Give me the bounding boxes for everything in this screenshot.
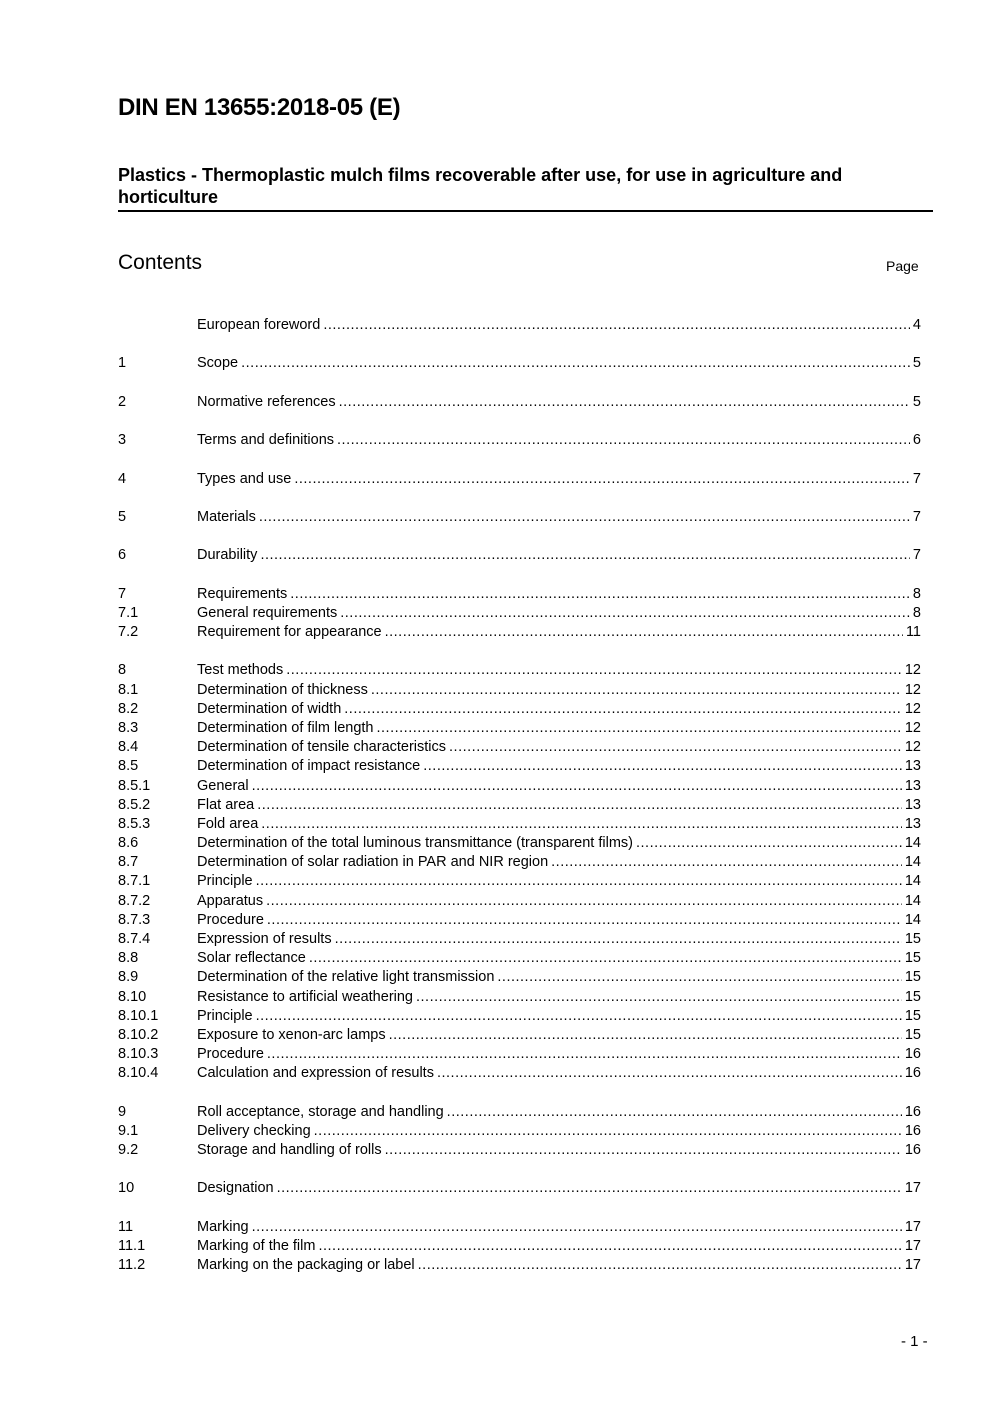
toc-entry-page: 12 xyxy=(904,700,921,717)
toc-entry-page: 6 xyxy=(912,432,921,449)
toc-dot-leader xyxy=(309,949,902,968)
toc-dot-leader xyxy=(267,1045,902,1064)
toc-entry-title: Durability xyxy=(197,547,258,564)
toc-dot-leader xyxy=(257,796,902,815)
toc-entry-number: 8.9 xyxy=(118,969,139,986)
toc-entry-page: 16 xyxy=(904,1065,921,1082)
toc-entry-page: 16 xyxy=(904,1046,921,1063)
toc-dot-leader xyxy=(389,1026,902,1045)
toc-entry-page: 13 xyxy=(904,777,921,794)
toc-entry-title: European foreword xyxy=(197,317,321,333)
toc-entry-number: 8.10.2 xyxy=(118,1026,159,1043)
toc-entry-page: 12 xyxy=(904,662,921,679)
toc-entry-title: Marking of the film xyxy=(197,1238,316,1254)
toc-entry-page: 8 xyxy=(912,585,921,602)
toc-dot-leader xyxy=(423,757,902,776)
toc-entry-number: 7.1 xyxy=(118,604,139,621)
toc-entry-title: Determination of thickness xyxy=(197,681,368,698)
toc-entry[interactable] xyxy=(118,738,921,757)
toc-entry-number: 8.5.1 xyxy=(118,777,151,794)
toc-entry-page: 13 xyxy=(904,815,921,832)
toc-dot-leader xyxy=(260,546,909,565)
toc-dot-leader xyxy=(437,1064,902,1083)
toc-entry-number: 8.1 xyxy=(118,681,139,698)
toc-entry-page: 14 xyxy=(904,854,921,871)
toc-dot-leader xyxy=(261,815,902,834)
toc-entry-title: Calculation and expression of results xyxy=(197,1065,434,1082)
toc-dot-leader xyxy=(497,968,901,987)
toc-entry[interactable] xyxy=(118,1045,921,1064)
toc-entry-page: 17 xyxy=(904,1257,921,1274)
toc-dot-leader xyxy=(335,930,902,949)
toc-entry-number: 2 xyxy=(118,393,127,410)
toc-entry-page: 5 xyxy=(912,355,921,372)
toc-dot-leader xyxy=(286,661,902,680)
toc-entry[interactable] xyxy=(118,681,921,700)
toc-dot-leader xyxy=(416,988,902,1007)
toc-entry-page: 14 xyxy=(904,873,921,890)
toc-entry-number: 9.2 xyxy=(118,1142,139,1159)
toc-entry-title: Determination of solar radiation in PAR and NIR region xyxy=(197,854,549,871)
toc-dot-leader xyxy=(344,700,902,719)
toc-entry-title: Normative references xyxy=(197,393,336,410)
toc-entry-page: 12 xyxy=(904,681,921,698)
toc-entry-page: 14 xyxy=(904,835,921,852)
toc-entry-page: 12 xyxy=(904,739,921,756)
toc-entry-title: Requirement for appearance xyxy=(197,624,382,640)
toc-entry-title: Materials xyxy=(197,508,256,525)
toc-entry-number: 8.6 xyxy=(118,835,139,852)
toc-entry-number xyxy=(118,316,197,335)
toc-entry[interactable] xyxy=(118,930,921,949)
toc-entry[interactable] xyxy=(118,1122,921,1141)
toc-dot-leader xyxy=(449,738,902,757)
toc-entry[interactable] xyxy=(118,623,921,642)
toc-entry-title: Marking xyxy=(197,1218,249,1235)
toc-entry-title: Solar reflectance xyxy=(197,950,306,967)
toc-entry-page: 13 xyxy=(904,758,921,775)
toc-entry[interactable] xyxy=(118,1007,921,1026)
toc-entry-number: 8.7.3 xyxy=(118,911,151,928)
toc-dot-leader xyxy=(323,316,910,335)
toc-entry[interactable] xyxy=(118,661,921,680)
toc-entry-title: Determination of the total luminous transmittance (transparent films) xyxy=(197,835,633,852)
toc-entry[interactable] xyxy=(118,796,921,815)
page-column-heading: Page xyxy=(886,258,919,274)
toc-entry[interactable] xyxy=(118,949,921,968)
toc-entry[interactable] xyxy=(118,1179,921,1198)
toc-entry-page: 13 xyxy=(904,796,921,813)
toc-entry-title: Requirements xyxy=(197,585,288,602)
toc-dot-leader xyxy=(371,681,902,700)
toc-entry-page: 7 xyxy=(912,547,921,564)
toc-entry-title: Procedure xyxy=(197,911,264,928)
toc-entry-page: 4 xyxy=(912,317,921,333)
toc-dot-leader xyxy=(385,623,903,642)
toc-dot-leader xyxy=(377,719,902,738)
toc-entry[interactable] xyxy=(118,719,921,738)
toc-entry-number: 8.10.3 xyxy=(118,1046,159,1063)
toc-entry-number: 1 xyxy=(118,355,127,372)
toc-entry-number: 3 xyxy=(118,432,127,449)
toc-entry-title: Test methods xyxy=(197,662,284,679)
toc-entry-number: 7 xyxy=(118,585,127,602)
toc-entry-title: Fold area xyxy=(197,815,259,832)
toc-dot-leader xyxy=(337,431,910,450)
toc-dot-leader xyxy=(314,1122,902,1141)
toc-entry-number: 8.10.4 xyxy=(118,1065,159,1082)
toc-entry-title: Scope xyxy=(197,355,239,372)
toc-dot-leader xyxy=(290,585,910,604)
toc-entry-page: 15 xyxy=(904,1007,921,1024)
toc-entry-title: Types and use xyxy=(197,470,292,487)
toc-entry[interactable] xyxy=(118,585,921,604)
toc-dot-leader xyxy=(266,892,902,911)
toc-entry-title: Designation xyxy=(197,1180,274,1197)
toc-entry-page: 5 xyxy=(912,393,921,410)
toc-entry-title: Delivery checking xyxy=(197,1122,311,1139)
toc-entry[interactable] xyxy=(118,354,921,373)
toc-entry[interactable] xyxy=(118,777,921,796)
toc-entry-number: 8.5 xyxy=(118,758,139,775)
toc-entry-page: 8 xyxy=(912,604,921,621)
toc-entry[interactable] xyxy=(118,834,921,853)
toc-entry-title: General xyxy=(197,777,249,794)
toc-dot-leader xyxy=(252,1218,902,1237)
toc-dot-leader xyxy=(267,911,902,930)
toc-entry-number: 8.5.3 xyxy=(118,815,151,832)
toc-entry-title: General requirements xyxy=(197,604,338,621)
toc-entry-title: Resistance to artificial weathering xyxy=(197,988,413,1005)
footer-page-number: - 1 - xyxy=(901,1333,928,1350)
toc-entry[interactable] xyxy=(118,700,921,719)
toc-entry-page: 16 xyxy=(904,1142,921,1159)
toc-dot-leader xyxy=(259,508,910,527)
toc-entry[interactable] xyxy=(118,604,921,623)
toc-entry-number: 8.7.4 xyxy=(118,931,151,947)
toc-entry-page: 15 xyxy=(904,969,921,986)
toc-dot-leader xyxy=(385,1141,902,1160)
toc-entry[interactable] xyxy=(118,1141,921,1160)
toc-entry-number: 8.7.1 xyxy=(118,873,151,890)
toc-entry-page: 12 xyxy=(904,719,921,736)
toc-entry-number: 8.5.2 xyxy=(118,796,151,813)
toc-dot-leader xyxy=(252,777,902,796)
toc-entry[interactable] xyxy=(118,1026,921,1045)
toc-entry-title: Storage and handling of rolls xyxy=(197,1142,382,1159)
toc-entry[interactable] xyxy=(118,815,921,834)
toc-entry-title: Expression of results xyxy=(197,931,332,947)
toc-dot-leader xyxy=(339,393,910,412)
toc-dot-leader xyxy=(277,1179,902,1198)
toc-entry-page: 16 xyxy=(904,1122,921,1139)
toc-entry[interactable] xyxy=(118,393,921,412)
toc-entry-number: 8.4 xyxy=(118,739,139,756)
toc-dot-leader xyxy=(418,1256,902,1275)
toc-entry-number: 8 xyxy=(118,662,127,679)
toc-entry-title: Exposure to xenon-arc lamps xyxy=(197,1026,386,1043)
toc-entry-number: 8.10 xyxy=(118,988,147,1005)
toc-dot-leader xyxy=(294,470,910,489)
toc-entry-page: 15 xyxy=(904,1026,921,1043)
toc-entry-title: Principle xyxy=(197,1007,253,1024)
toc-entry-page: 7 xyxy=(912,508,921,525)
toc-entry-title: Roll acceptance, storage and handling xyxy=(197,1103,444,1120)
toc-entry-number: 9.1 xyxy=(118,1122,139,1139)
toc-entry[interactable] xyxy=(118,968,921,987)
toc-entry[interactable] xyxy=(118,1256,921,1275)
toc-entry[interactable] xyxy=(118,1064,921,1083)
toc-entry[interactable] xyxy=(118,1237,921,1256)
toc-entry-page: 14 xyxy=(904,911,921,928)
toc-entry-page: 15 xyxy=(904,988,921,1005)
toc-entry[interactable] xyxy=(118,1103,921,1122)
toc-entry-title: Marking on the packaging or label xyxy=(197,1257,415,1274)
toc-entry-number: 9 xyxy=(118,1103,127,1120)
toc-entry-title: Procedure xyxy=(197,1046,264,1063)
toc-entry[interactable] xyxy=(118,508,921,527)
toc-dot-leader xyxy=(551,853,902,872)
toc-entry[interactable] xyxy=(118,988,921,1007)
toc-entry-number: 10 xyxy=(118,1180,135,1197)
toc-entry-number: 8.8 xyxy=(118,950,139,967)
toc-entry-number: 6 xyxy=(118,547,127,564)
toc-entry[interactable] xyxy=(118,892,921,911)
toc-entry-number: 8.3 xyxy=(118,719,139,736)
toc-entry-title: Determination of impact resistance xyxy=(197,758,421,775)
toc-entry-page: 16 xyxy=(904,1103,921,1120)
toc-entry[interactable] xyxy=(118,911,921,930)
toc-entry-number: 11.2 xyxy=(118,1257,146,1274)
toc-entry-title: Determination of film length xyxy=(197,719,374,736)
title-divider xyxy=(118,210,933,212)
toc-dot-leader xyxy=(256,872,902,891)
table-of-contents xyxy=(118,316,921,1275)
toc-entry-title: Determination of the relative light transmission xyxy=(197,969,495,986)
document-subtitle: Plastics - Thermoplastic mulch films recoverable after use, for use in agriculture and horticulture xyxy=(118,165,843,207)
toc-dot-leader xyxy=(636,834,902,853)
contents-heading: Contents xyxy=(118,251,203,274)
toc-entry-title: Principle xyxy=(197,873,253,890)
toc-entry-number: 8.7 xyxy=(118,854,139,871)
toc-entry-page: 15 xyxy=(904,950,921,967)
toc-entry[interactable] xyxy=(118,853,921,872)
toc-dot-leader xyxy=(340,604,910,623)
toc-entry-title: Determination of width xyxy=(197,700,342,717)
toc-entry[interactable] xyxy=(118,546,921,565)
toc-entry[interactable] xyxy=(118,316,921,335)
toc-entry[interactable] xyxy=(118,470,921,489)
toc-dot-leader xyxy=(318,1237,901,1256)
toc-entry[interactable] xyxy=(118,431,921,450)
toc-dot-leader xyxy=(256,1007,902,1026)
toc-entry-title: Apparatus xyxy=(197,892,264,909)
toc-entry-page: 15 xyxy=(904,931,921,947)
toc-entry-page: 11 xyxy=(905,624,921,640)
toc-entry-title: Terms and definitions xyxy=(197,432,335,449)
document-title: DIN EN 13655:2018-05 (E) xyxy=(118,94,401,121)
toc-entry-number: 8.10.1 xyxy=(118,1007,159,1024)
toc-entry[interactable] xyxy=(118,872,921,891)
toc-entry-number: 11.1 xyxy=(118,1238,146,1254)
toc-entry-number: 4 xyxy=(118,470,127,487)
toc-entry[interactable] xyxy=(118,757,921,776)
toc-entry-number: 8.2 xyxy=(118,700,139,717)
toc-dot-leader xyxy=(241,354,910,373)
toc-entry-number: 7.2 xyxy=(118,624,139,640)
toc-entry-page: 7 xyxy=(912,470,921,487)
toc-entry-title: Flat area xyxy=(197,796,255,813)
toc-entry-number: 11 xyxy=(118,1218,134,1235)
toc-entry-number: 5 xyxy=(118,508,127,525)
toc-entry-page: 17 xyxy=(904,1218,921,1235)
toc-entry-page: 14 xyxy=(904,892,921,909)
toc-dot-leader xyxy=(447,1103,902,1122)
toc-entry-page: 17 xyxy=(904,1180,921,1197)
toc-entry-title: Determination of tensile characteristics xyxy=(197,739,447,756)
toc-entry[interactable] xyxy=(118,1218,921,1237)
toc-entry-page: 17 xyxy=(904,1238,921,1254)
toc-entry-number: 8.7.2 xyxy=(118,892,151,909)
